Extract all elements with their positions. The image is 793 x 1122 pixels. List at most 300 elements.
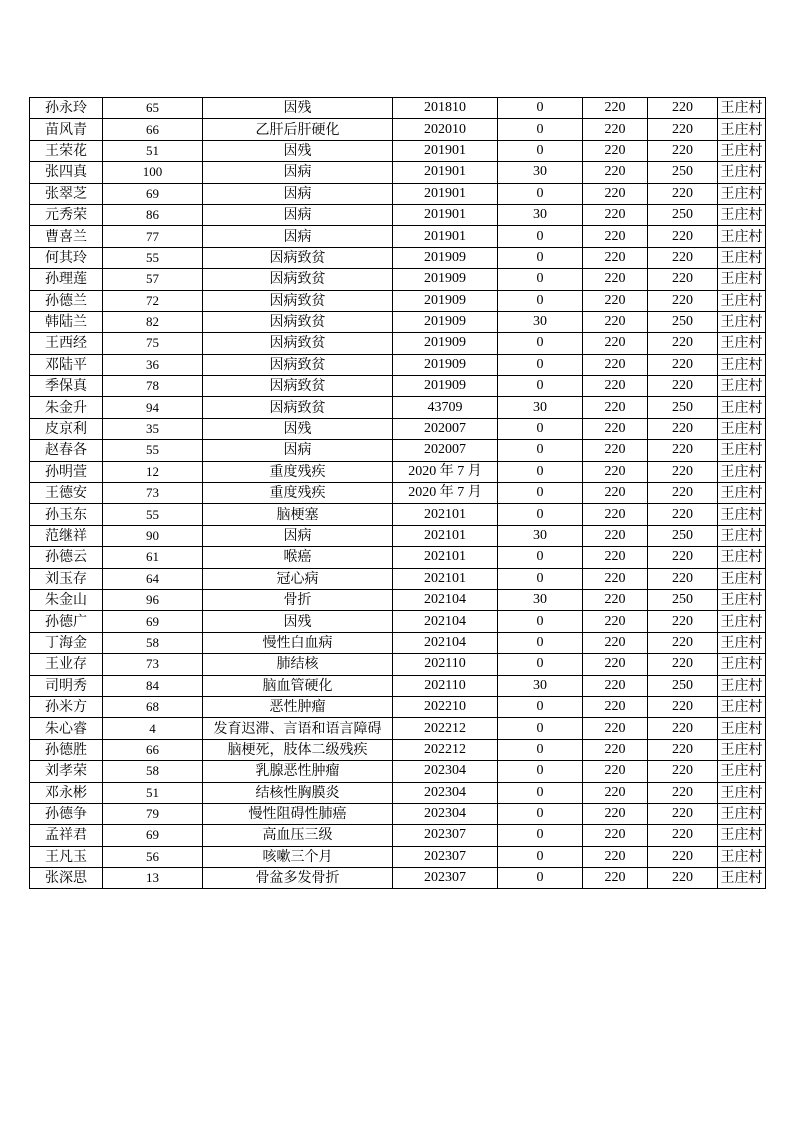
name-cell: 丁海金 (30, 632, 103, 653)
start-date-cell: 202307 (393, 846, 498, 867)
village-cell: 王庄村 (718, 119, 766, 140)
age-cell: 84 (103, 675, 203, 696)
table-row (30, 782, 766, 803)
start-date-cell: 202307 (393, 825, 498, 846)
age-cell: 79 (103, 803, 203, 824)
table-row (30, 525, 766, 546)
base-amount-cell: 220 (583, 311, 648, 332)
base-amount-cell: 220 (583, 761, 648, 782)
start-date-cell: 202110 (393, 654, 498, 675)
village-cell: 王庄村 (718, 846, 766, 867)
start-date-cell: 201901 (393, 204, 498, 225)
reason-cell: 因病致贫 (203, 290, 393, 311)
extra-amount-cell: 0 (498, 547, 583, 568)
reason-cell: 脑梗塞 (203, 504, 393, 525)
name-cell: 孙永玲 (30, 98, 103, 119)
table-row (30, 162, 766, 183)
total-amount-cell: 250 (648, 525, 718, 546)
base-amount-cell: 220 (583, 739, 648, 760)
village-cell: 王庄村 (718, 204, 766, 225)
start-date-cell: 202212 (393, 718, 498, 739)
village-cell: 王庄村 (718, 162, 766, 183)
table-row (30, 846, 766, 867)
extra-amount-cell: 0 (498, 504, 583, 525)
name-cell: 范继祥 (30, 525, 103, 546)
base-amount-cell: 220 (583, 290, 648, 311)
base-amount-cell: 220 (583, 226, 648, 247)
total-amount-cell: 220 (648, 611, 718, 632)
name-cell: 孙德云 (30, 547, 103, 568)
name-cell: 朱金山 (30, 589, 103, 610)
name-cell: 邓永彬 (30, 782, 103, 803)
reason-cell: 因残 (203, 140, 393, 161)
extra-amount-cell: 0 (498, 868, 583, 889)
start-date-cell: 202101 (393, 525, 498, 546)
reason-cell: 肺结核 (203, 654, 393, 675)
table-row (30, 440, 766, 461)
village-cell: 王庄村 (718, 397, 766, 418)
extra-amount-cell: 30 (498, 525, 583, 546)
base-amount-cell: 220 (583, 696, 648, 717)
reason-cell: 因病致贫 (203, 397, 393, 418)
age-cell: 58 (103, 632, 203, 653)
total-amount-cell: 220 (648, 846, 718, 867)
start-date-cell: 202110 (393, 675, 498, 696)
age-cell: 86 (103, 204, 203, 225)
village-cell: 王庄村 (718, 183, 766, 204)
village-cell: 王庄村 (718, 269, 766, 290)
extra-amount-cell: 0 (498, 418, 583, 439)
name-cell: 王凡玉 (30, 846, 103, 867)
reason-cell: 冠心病 (203, 568, 393, 589)
name-cell: 孙德广 (30, 611, 103, 632)
extra-amount-cell: 0 (498, 483, 583, 504)
village-cell: 王庄村 (718, 311, 766, 332)
name-cell: 韩陆兰 (30, 311, 103, 332)
reason-cell: 因病 (203, 226, 393, 247)
reason-cell: 发育迟滞、言语和语言障碍 (203, 718, 393, 739)
total-amount-cell: 220 (648, 696, 718, 717)
base-amount-cell: 220 (583, 846, 648, 867)
village-cell: 王庄村 (718, 461, 766, 482)
table-row (30, 654, 766, 675)
start-date-cell: 2020 年 7 月 (393, 483, 498, 504)
start-date-cell: 43709 (393, 397, 498, 418)
base-amount-cell: 220 (583, 632, 648, 653)
total-amount-cell: 220 (648, 739, 718, 760)
reason-cell: 因病致贫 (203, 311, 393, 332)
age-cell: 78 (103, 376, 203, 397)
base-amount-cell: 220 (583, 204, 648, 225)
total-amount-cell: 250 (648, 311, 718, 332)
village-cell: 王庄村 (718, 611, 766, 632)
start-date-cell: 202104 (393, 632, 498, 653)
start-date-cell: 202210 (393, 696, 498, 717)
village-cell: 王庄村 (718, 782, 766, 803)
base-amount-cell: 220 (583, 354, 648, 375)
table-row (30, 547, 766, 568)
table-row (30, 611, 766, 632)
name-cell: 王业存 (30, 654, 103, 675)
name-cell: 元秀荣 (30, 204, 103, 225)
total-amount-cell: 220 (648, 654, 718, 675)
age-cell: 75 (103, 333, 203, 354)
age-cell: 96 (103, 589, 203, 610)
reason-cell: 因病致贫 (203, 269, 393, 290)
table-row (30, 718, 766, 739)
base-amount-cell: 220 (583, 333, 648, 354)
start-date-cell: 201810 (393, 98, 498, 119)
start-date-cell: 202101 (393, 547, 498, 568)
age-cell: 55 (103, 247, 203, 268)
base-amount-cell: 220 (583, 483, 648, 504)
extra-amount-cell: 0 (498, 739, 583, 760)
name-cell: 王荣花 (30, 140, 103, 161)
total-amount-cell: 220 (648, 418, 718, 439)
name-cell: 张深思 (30, 868, 103, 889)
reason-cell: 骨盆多发骨折 (203, 868, 393, 889)
start-date-cell: 201901 (393, 140, 498, 161)
reason-cell: 重度残疾 (203, 461, 393, 482)
reason-cell: 因病 (203, 440, 393, 461)
extra-amount-cell: 0 (498, 611, 583, 632)
reason-cell: 因病致贫 (203, 247, 393, 268)
total-amount-cell: 220 (648, 440, 718, 461)
age-cell: 66 (103, 119, 203, 140)
name-cell: 孙明萱 (30, 461, 103, 482)
reason-cell: 重度残疾 (203, 483, 393, 504)
age-cell: 90 (103, 525, 203, 546)
reason-cell: 喉癌 (203, 547, 393, 568)
table-row (30, 269, 766, 290)
table-row (30, 376, 766, 397)
reason-cell: 乳腺恶性肿瘤 (203, 761, 393, 782)
village-cell: 王庄村 (718, 290, 766, 311)
village-cell: 王庄村 (718, 140, 766, 161)
start-date-cell: 201909 (393, 376, 498, 397)
age-cell: 82 (103, 311, 203, 332)
reason-cell: 因残 (203, 98, 393, 119)
extra-amount-cell: 0 (498, 247, 583, 268)
reason-cell: 结核性胸膜炎 (203, 782, 393, 803)
table-row (30, 739, 766, 760)
table-row (30, 675, 766, 696)
base-amount-cell: 220 (583, 119, 648, 140)
age-cell: 51 (103, 782, 203, 803)
base-amount-cell: 220 (583, 589, 648, 610)
village-cell: 王庄村 (718, 568, 766, 589)
start-date-cell: 202304 (393, 782, 498, 803)
base-amount-cell: 220 (583, 376, 648, 397)
table-row (30, 568, 766, 589)
age-cell: 73 (103, 483, 203, 504)
name-cell: 苗风青 (30, 119, 103, 140)
age-cell: 94 (103, 397, 203, 418)
age-cell: 65 (103, 98, 203, 119)
age-cell: 58 (103, 761, 203, 782)
reason-cell: 脑血管硬化 (203, 675, 393, 696)
reason-cell: 因病致贫 (203, 376, 393, 397)
start-date-cell: 201901 (393, 162, 498, 183)
base-amount-cell: 220 (583, 547, 648, 568)
base-amount-cell: 220 (583, 803, 648, 824)
name-cell: 张翠芝 (30, 183, 103, 204)
base-amount-cell: 220 (583, 461, 648, 482)
name-cell: 孙理莲 (30, 269, 103, 290)
table-row (30, 119, 766, 140)
extra-amount-cell: 0 (498, 718, 583, 739)
age-cell: 73 (103, 654, 203, 675)
age-cell: 64 (103, 568, 203, 589)
name-cell: 张四真 (30, 162, 103, 183)
reason-cell: 因病致贫 (203, 354, 393, 375)
table-row (30, 632, 766, 653)
reason-cell: 因病致贫 (203, 333, 393, 354)
village-cell: 王庄村 (718, 696, 766, 717)
village-cell: 王庄村 (718, 226, 766, 247)
name-cell: 朱心睿 (30, 718, 103, 739)
extra-amount-cell: 0 (498, 761, 583, 782)
base-amount-cell: 220 (583, 247, 648, 268)
reason-cell: 骨折 (203, 589, 393, 610)
extra-amount-cell: 0 (498, 226, 583, 247)
start-date-cell: 201909 (393, 290, 498, 311)
base-amount-cell: 220 (583, 504, 648, 525)
base-amount-cell: 220 (583, 162, 648, 183)
village-cell: 王庄村 (718, 504, 766, 525)
table-row (30, 803, 766, 824)
table-row (30, 418, 766, 439)
total-amount-cell: 250 (648, 204, 718, 225)
base-amount-cell: 220 (583, 782, 648, 803)
name-cell: 何其玲 (30, 247, 103, 268)
extra-amount-cell: 0 (498, 461, 583, 482)
age-cell: 36 (103, 354, 203, 375)
age-cell: 72 (103, 290, 203, 311)
reason-cell: 脑梗死，肢体二级残疾 (203, 739, 393, 760)
village-cell: 王庄村 (718, 803, 766, 824)
extra-amount-cell: 30 (498, 589, 583, 610)
village-cell: 王庄村 (718, 354, 766, 375)
base-amount-cell: 220 (583, 868, 648, 889)
extra-amount-cell: 30 (498, 397, 583, 418)
age-cell: 55 (103, 504, 203, 525)
base-amount-cell: 220 (583, 397, 648, 418)
extra-amount-cell: 0 (498, 140, 583, 161)
village-cell: 王庄村 (718, 525, 766, 546)
start-date-cell: 202104 (393, 589, 498, 610)
age-cell: 100 (103, 162, 203, 183)
extra-amount-cell: 0 (498, 376, 583, 397)
base-amount-cell: 220 (583, 654, 648, 675)
extra-amount-cell: 0 (498, 119, 583, 140)
start-date-cell: 202304 (393, 803, 498, 824)
base-amount-cell: 220 (583, 568, 648, 589)
name-cell: 孙玉东 (30, 504, 103, 525)
name-cell: 赵春各 (30, 440, 103, 461)
total-amount-cell: 220 (648, 547, 718, 568)
name-cell: 皮京利 (30, 418, 103, 439)
table-row (30, 311, 766, 332)
reason-cell: 恶性肿瘤 (203, 696, 393, 717)
name-cell: 曹喜兰 (30, 226, 103, 247)
base-amount-cell: 220 (583, 269, 648, 290)
extra-amount-cell: 0 (498, 440, 583, 461)
start-date-cell: 202304 (393, 761, 498, 782)
extra-amount-cell: 0 (498, 354, 583, 375)
name-cell: 邓陆平 (30, 354, 103, 375)
table-row (30, 483, 766, 504)
base-amount-cell: 220 (583, 718, 648, 739)
reason-cell: 因病 (203, 162, 393, 183)
name-cell: 孙德胜 (30, 739, 103, 760)
extra-amount-cell: 30 (498, 311, 583, 332)
reason-cell: 因病 (203, 525, 393, 546)
total-amount-cell: 250 (648, 162, 718, 183)
village-cell: 王庄村 (718, 98, 766, 119)
total-amount-cell: 220 (648, 461, 718, 482)
base-amount-cell: 220 (583, 825, 648, 846)
age-cell: 69 (103, 611, 203, 632)
start-date-cell: 202101 (393, 504, 498, 525)
total-amount-cell: 220 (648, 718, 718, 739)
reason-cell: 乙肝后肝硬化 (203, 119, 393, 140)
total-amount-cell: 220 (648, 269, 718, 290)
table-row (30, 204, 766, 225)
table-row (30, 226, 766, 247)
village-cell: 王庄村 (718, 718, 766, 739)
village-cell: 王庄村 (718, 654, 766, 675)
base-amount-cell: 220 (583, 98, 648, 119)
age-cell: 35 (103, 418, 203, 439)
village-cell: 王庄村 (718, 868, 766, 889)
reason-cell: 咳嗽三个月 (203, 846, 393, 867)
extra-amount-cell: 30 (498, 162, 583, 183)
village-cell: 王庄村 (718, 739, 766, 760)
village-cell: 王庄村 (718, 675, 766, 696)
start-date-cell: 201909 (393, 247, 498, 268)
total-amount-cell: 220 (648, 290, 718, 311)
start-date-cell: 201909 (393, 311, 498, 332)
name-cell: 刘玉存 (30, 568, 103, 589)
start-date-cell: 202010 (393, 119, 498, 140)
age-cell: 55 (103, 440, 203, 461)
name-cell: 朱金升 (30, 397, 103, 418)
reason-cell: 慢性阻碍性肺癌 (203, 803, 393, 824)
table-row (30, 825, 766, 846)
age-cell: 4 (103, 718, 203, 739)
extra-amount-cell: 0 (498, 782, 583, 803)
total-amount-cell: 220 (648, 483, 718, 504)
start-date-cell: 202307 (393, 868, 498, 889)
assistance-roster-table (29, 97, 766, 889)
start-date-cell: 202007 (393, 418, 498, 439)
reason-cell: 因残 (203, 611, 393, 632)
age-cell: 66 (103, 739, 203, 760)
age-cell: 61 (103, 547, 203, 568)
start-date-cell: 201909 (393, 354, 498, 375)
extra-amount-cell: 0 (498, 568, 583, 589)
village-cell: 王庄村 (718, 825, 766, 846)
name-cell: 司明秀 (30, 675, 103, 696)
name-cell: 王西经 (30, 333, 103, 354)
village-cell: 王庄村 (718, 418, 766, 439)
table-row (30, 461, 766, 482)
extra-amount-cell: 0 (498, 654, 583, 675)
start-date-cell: 201901 (393, 183, 498, 204)
total-amount-cell: 220 (648, 568, 718, 589)
age-cell: 12 (103, 461, 203, 482)
village-cell: 王庄村 (718, 547, 766, 568)
extra-amount-cell: 30 (498, 204, 583, 225)
table-row (30, 290, 766, 311)
base-amount-cell: 220 (583, 675, 648, 696)
reason-cell: 高血压三级 (203, 825, 393, 846)
table-body (30, 98, 766, 889)
table-row (30, 247, 766, 268)
total-amount-cell: 220 (648, 868, 718, 889)
total-amount-cell: 220 (648, 803, 718, 824)
table-row (30, 354, 766, 375)
reason-cell: 因病 (203, 204, 393, 225)
table-row (30, 333, 766, 354)
total-amount-cell: 220 (648, 632, 718, 653)
village-cell: 王庄村 (718, 333, 766, 354)
village-cell: 王庄村 (718, 632, 766, 653)
name-cell: 孙德争 (30, 803, 103, 824)
start-date-cell: 202104 (393, 611, 498, 632)
age-cell: 69 (103, 183, 203, 204)
name-cell: 孙米方 (30, 696, 103, 717)
total-amount-cell: 220 (648, 376, 718, 397)
total-amount-cell: 250 (648, 675, 718, 696)
extra-amount-cell: 0 (498, 98, 583, 119)
start-date-cell: 202101 (393, 568, 498, 589)
village-cell: 王庄村 (718, 376, 766, 397)
base-amount-cell: 220 (583, 611, 648, 632)
start-date-cell: 202007 (393, 440, 498, 461)
age-cell: 69 (103, 825, 203, 846)
base-amount-cell: 220 (583, 140, 648, 161)
table-row (30, 397, 766, 418)
total-amount-cell: 220 (648, 247, 718, 268)
total-amount-cell: 220 (648, 140, 718, 161)
total-amount-cell: 250 (648, 589, 718, 610)
extra-amount-cell: 0 (498, 269, 583, 290)
total-amount-cell: 220 (648, 333, 718, 354)
village-cell: 王庄村 (718, 483, 766, 504)
base-amount-cell: 220 (583, 525, 648, 546)
table-row (30, 183, 766, 204)
base-amount-cell: 220 (583, 183, 648, 204)
name-cell: 孟祥君 (30, 825, 103, 846)
extra-amount-cell: 0 (498, 632, 583, 653)
total-amount-cell: 220 (648, 504, 718, 525)
total-amount-cell: 250 (648, 397, 718, 418)
name-cell: 王德安 (30, 483, 103, 504)
table-row (30, 140, 766, 161)
start-date-cell: 2020 年 7 月 (393, 461, 498, 482)
name-cell: 刘孝荣 (30, 761, 103, 782)
table-row (30, 696, 766, 717)
total-amount-cell: 220 (648, 761, 718, 782)
total-amount-cell: 220 (648, 354, 718, 375)
extra-amount-cell: 0 (498, 183, 583, 204)
reason-cell: 慢性白血病 (203, 632, 393, 653)
extra-amount-cell: 0 (498, 825, 583, 846)
age-cell: 77 (103, 226, 203, 247)
extra-amount-cell: 0 (498, 696, 583, 717)
